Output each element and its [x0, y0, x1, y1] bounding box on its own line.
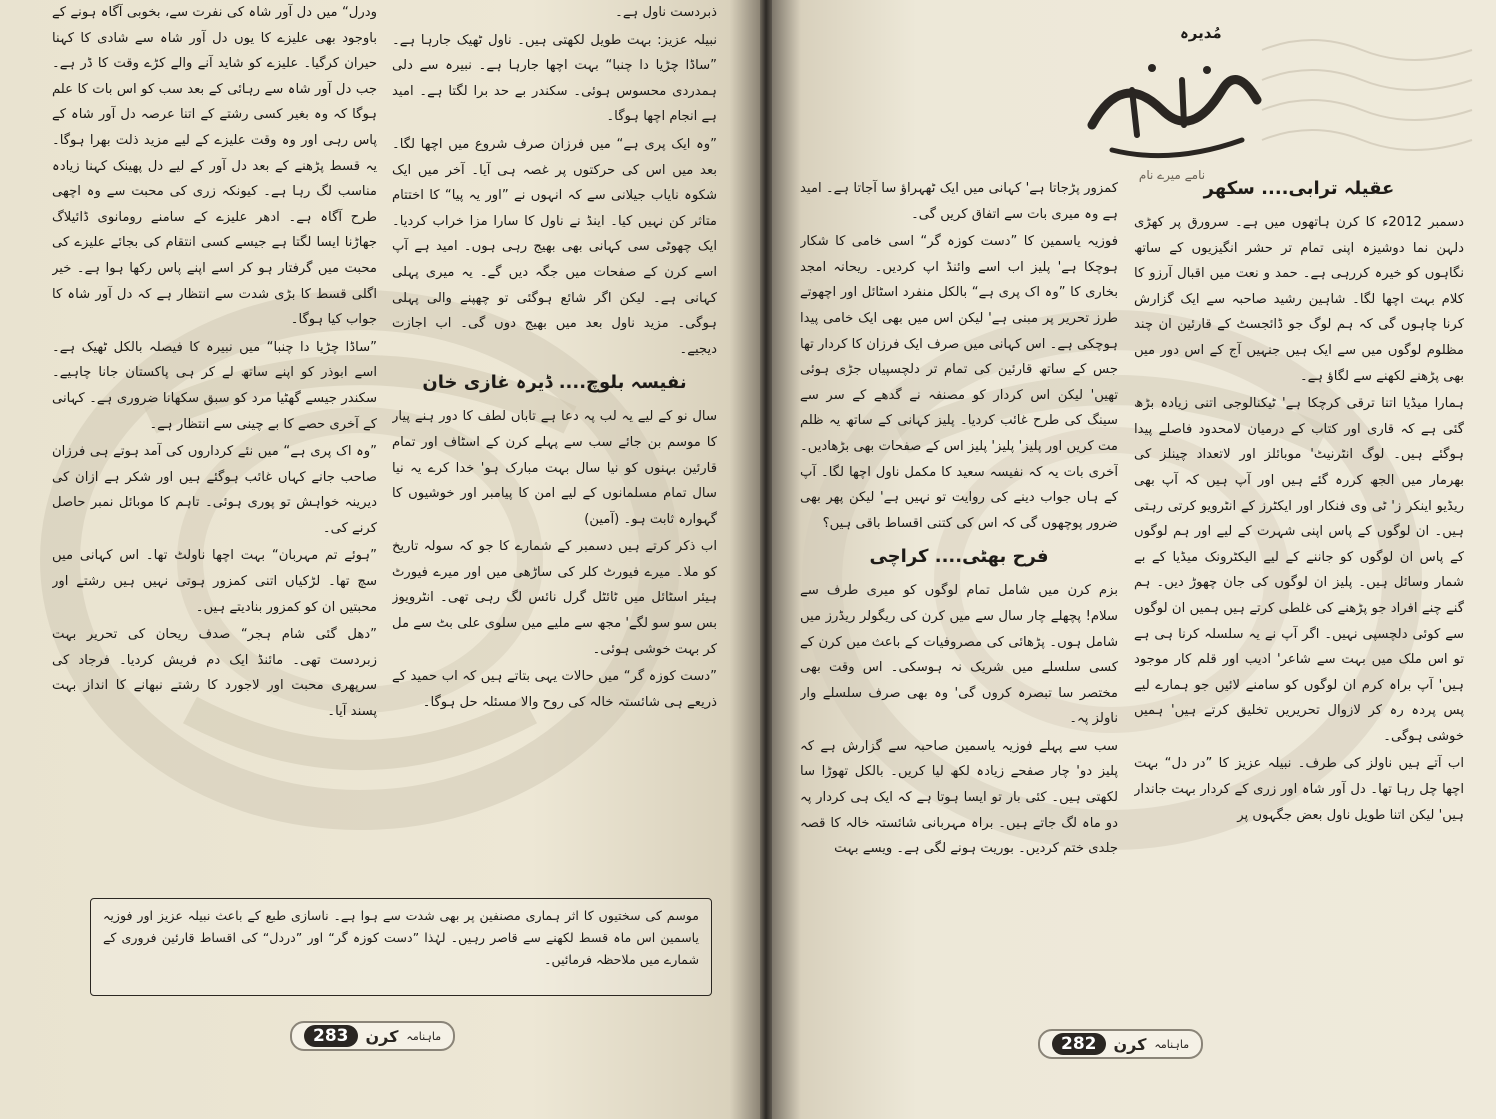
page-footer: [1038, 1030, 1203, 1058]
paragraph: ”وہ ایک پری ہے“ میں فرزان صرف شروع میں اچھا لگا۔ بعد میں اس کی حرکتوں پر غصہ ہی آیا۔ آخر میں ایک شکوہ نایاب جیلانی سے کہ انہوں نے ”اور یہ پیا“ کا اختتام متاثر کن نہیں کیا۔ اینڈ نے ناول کا سارا مزا خراب کردیا۔ ایک چھوٹی سی کہانی بھی بھیج رہی ہوں۔ امید ہے آپ اسے کرن کے صفحات میں جگہ دیں گے۔ یہ میری پہلی کہانی ہے۔ لیکن اگر شائع ہوگئی تو چھپنے والی پہلی ہوگی۔ مزید ناول بعد میں بھیج دوں گی۔ اب اجازت دیجیے۔: [392, 136, 717, 357]
editor-notice-box: موسم کی سختیوں کا اثر ہماری مصنفین پر بھی شدت سے ہوا ہے۔ ناسازی طبع کے باعث نبیلہ عزیز اور فوزیہ یاسمین اس ماہ قسط لکھنے سے قاصر رہیں۔ لہٰذا ”دست کوزہ گر“ اور ”دردل“ کی اقساط قارئین فروری کے شمارے میں ملاحظہ فرمائیں۔: [90, 898, 712, 996]
paragraph: کمزور پڑجاتا ہے' کہانی میں ایک ٹھہراؤ سا آجاتا ہے۔ امید ہے وہ میری بات سے اتفاق کریں گی۔: [800, 181, 1118, 222]
paragraph: ”ہوئے تم مہربان“ بہت اچھا ناولٹ تھا۔ اس کہانی میں سچ تھا۔ لڑکیاں اتنی کمزور ہوتی نہیں ہیں رشتے اور محبتیں ان کو کمزور بنادیتے ہیں۔: [52, 548, 377, 615]
letter-heading: عقیلہ ترابی.... سکھر: [1203, 178, 1395, 199]
paragraph: ”دھل گئی شام ہجر“ صدف ریحان کی تحریر بہت زبردست تھی۔ مائنڈ ایک دم فریش کردیا۔ فرجاد کی سرپھری محبت اور لاجورد کا رشتے نبھانے کا انداز بہت پسند آیا۔: [52, 627, 377, 720]
paragraph: ”ساڈا چڑیا دا چنبا“ میں نبیرہ کا فیصلہ بالکل ٹھیک ہے۔ اسے ابوذر کو اپنے ساتھ لے کر ہی پاکستان جانا چاہیے۔ سکندر جیسے گھٹیا مرد کو سبق سکھانا ضروری ہے۔ کہانی کے آخری حصے کا بے چینی سے انتظار ہے۔: [52, 339, 377, 432]
letter-heading: نفیسہ بلوچ.... ڈیرہ غازی خان: [422, 372, 687, 394]
book-spine: [760, 0, 772, 1119]
paragraph: ذبردست ناول ہے۔: [615, 5, 717, 20]
paragraph: ودرل“ میں دل آور شاہ کی نفرت سے، بخوبی آگاہ ہونے کے باوجود بھی علیزے کا یوں دل آور شاہ سے شادی کا کہنا حیران کرگیا۔ علیزے کو شاید آنے والے کڑے وقت کا ڈر ہے۔ جب دل آور شاہ سے رہائی کے بعد سب کو اس بات کا علم ہوگا کہ وہ بغیر کسی رشتے کے اتنا عرصہ دل آور شاہ کے پاس رہی اور وہ وقت علیزے کے لیے مزید ذلت بھرا ہوگا۔ یہ قسط پڑھنے کے بعد دل آور کے لیے دل پھینک کہنا زیادہ مناسب لگ رہا ہے۔ کیونکہ زری کی محبت سے وہ اچھی طرح آگاہ ہے۔ ادھر علیزے کے سامنے رومانوی ڈائیلاگ جھاڑنا ایسا لگتا ہے جیسے کسی انتقام کی بجائے علیزے کی محبت میں گرفتار ہو کر اسے اپنے پاس رکھا ہوا ہے۔ خیر اگلی قسط کا بڑی شدت سے انتظار ہے کہ دل آور شاہ کا جواب کیا ہوگا۔: [52, 5, 377, 328]
column-title: نامے میرے نام: [1138, 168, 1206, 182]
right-page-column-right: [1134, 168, 1464, 1103]
paragraph: اب ذکر کرتے ہیں دسمبر کے شمارے کا جو کہ سولہ تاریخ کو ملا۔ میرے فیورٹ کلر کی ساڑھی میں اور میرے فیورٹ ہیئر اسٹائل میں ٹائٹل گرل نائس لگ رہی تھی۔ انٹرویوز بس سو سو لگے' مجھ سے ملیے میں سلوی علی بٹ سے مل کر بہت خوشی ہوئی۔: [392, 539, 717, 657]
magazine-brand: کرن: [1113, 1034, 1147, 1054]
column-logo: [1072, 24, 1272, 182]
magazine-brand: کرن: [365, 1026, 399, 1046]
magazine-badge: [290, 1021, 455, 1051]
page-number: 283: [304, 1025, 358, 1047]
paragraph: بزم کرن میں شامل تمام لوگوں کو میری طرف سے سلام! پچھلے چار سال سے میں کرن کی ریگولر ریڈرز میں شامل ہوں۔ پڑھائی کی مصروفیات کے باعث میں کرن کے کسی سلسلے میں شریک نہ ہوسکی۔ اس وقت بھی مختصر سا تبصرہ کروں گی' وہ بھی صرف سلسلے وار ناولز پہ۔: [800, 583, 1118, 727]
magazine-label: ماہنامہ: [406, 1029, 442, 1043]
magazine-label: ماہنامہ: [1154, 1037, 1190, 1051]
right-page-column-left: [800, 176, 1118, 1031]
paragraph: سب سے پہلے فوزیہ یاسمین صاحبہ سے گزارش ہے کہ پلیز دو' چار صفحے زیادہ لکھ لیا کریں۔ بالکل تھوڑا سا لکھتی ہیں۔ کئی بار تو ایسا ہوتا ہے کہ ایک ہی کردار پہ دو ماہ لگ جاتے ہیں۔ براہ مہربانی شائستہ خالہ کا قصہ جلدی ختم کردیں۔ بوریت ہونے لگی ہے۔ ویسے بہت: [800, 738, 1118, 857]
page-282: [772, 0, 1496, 1119]
paragraph: دسمبر 2012ء کا کرن ہاتھوں میں ہے۔ سرورق پر کھڑی دلہن نما دوشیزہ اپنی تمام تر حشر انگیزیوں کے ساتھ نگاہوں کو خیرہ کررہی ہے۔ حمد و نعت میں اقبال آرزو کا کلام بہت اچھا لگا۔ شاہین رشید صاحبہ سے ایک گزارش کرنا چاہوں گی کہ ہم لوگ جو ڈائجسٹ کے قارئین ان چند مظلوم لوگوں میں سے ایک ہیں جنہیں آج کے اس دور میں بھی پڑھنے لکھنے سے لگاؤ ہے۔: [1134, 215, 1464, 384]
paragraph: فوزیہ یاسمین کا ”دست کوزہ گر“ اسی خامی کا شکار ہوچکا ہے' پلیز اب اسے وائنڈ اپ کردیں۔ ریحانہ امجد بخاری کا ”وہ اک پری ہے“ بالکل منفرد اسٹائل اور اچھوتے طرز تحریر پر مبنی ہے' لیکن اس میں بھی ایک خامی پیدا ہوچکی ہے۔ اس کہانی میں صرف ایک فرزان کا کردار تھا جس کے ساتھ قارئین کی تمام تر دلچسپیاں جڑی ہوئی تھیں' لیکن اس کردار کو مصنفہ نے گدھے کے سر سے سینگ کی طرح غائب کردیا۔ پلیز کہانی کے ساتھ یہ ظلم مت کریں اور پلیز' پلیز' پلیز اس کے صفحات بھی بڑھادیں۔ آخری بات یہ کہ نفیسہ سعید کا مکمل ناول اچھا لگا۔ آپ کے ہاں جواب دینے کی روایت تو نہیں ہے' لیکن پھر بھی ضرور پوچھوں گی کہ اس کی کتنی اقساط باقی ہیں؟: [800, 234, 1118, 531]
left-page-column-right: [392, 0, 717, 890]
paragraph: سال نو کے لیے یہ لب پہ دعا ہے تاباں لطف کا دور ہنے پیار کا موسم بن جائے سب سے پہلے کرن کے اسٹاف اور تمام قارئین بہنوں کو نیا سال بہت مبارک ہو' خدا کرے یہ نیا سال تمام مسلمانوں کے لیے امن کا پیامبر اور خوشیوں کا گہوارہ ثابت ہو۔ (آمین): [392, 409, 717, 527]
left-page-column-left: [52, 0, 377, 890]
magazine-badge: [1038, 1029, 1203, 1059]
page-footer: [290, 1022, 455, 1050]
paragraph: ”وہ اک پری ہے“ میں نئے کرداروں کی آمد ہوتے ہی فرزان صاحب جانے کہاں غائب ہوگئے ہیں اور شکر ہے ازان کی دیرینہ خواہش تو پوری ہوئی۔ تاہم کا موبائل نمبر حاصل کرنے کی۔: [52, 444, 377, 536]
paragraph: ”دست کوزہ گر“ میں حالات یہی بتاتے ہیں کہ اب حمید کے ذریعے ہی شائستہ خالہ کی روح والا مسئلہ حل ہوگا۔: [392, 669, 717, 710]
letter-heading: فرح بھٹی.... کراچی: [869, 546, 1049, 568]
decorative-background: [1252, 20, 1482, 170]
paragraph: اب آتے ہیں ناولز کی طرف۔ نبیلہ عزیز کا ”در دل“ بہت اچھا چل رہا تھا۔ دل آور شاہ اور زری کے کردار بہت جاندار ہیں' لیکن اتنا طویل ناول بعض جگہوں پر: [1134, 756, 1464, 823]
paragraph: نبیلہ عزیز: بہت طویل لکھتی ہیں۔ ناول ٹھیک جارہا ہے۔ ”ساڈا چڑیا دا چنبا“ بہت اچھا جارہا ہے۔ نبیرہ سے دلی ہمدردی محسوس ہوئی۔ سکندر بے حد برا لگتا ہے۔ امید ہے انجام اچھا ہوگا۔: [392, 32, 717, 125]
page-number: 282: [1052, 1033, 1106, 1055]
calligraphy-logo-graphic: [1072, 30, 1272, 165]
paragraph: ہمارا میڈیا اتنا ترقی کرچکا ہے' ٹیکنالوجی اتنی زیادہ بڑھ گئی ہے کہ قاری اور کتاب کے درمیان لامحدود فاصلے پیدا ہوگئے ہیں۔ لوگ انٹرنیٹ' موبائلز اور لاتعداد چینلز کی بھرمار میں الجھ کررہ گئے ہیں اور آپ ہیں کہ آپ بھی ریڈیو اینکر ز' ٹی وی فنکار اور ایکٹرز کے انٹرویو کرتی رہتی ہیں۔ ان لوگوں کے پاس اپنی شہرت کے لیے اور ہم لوگوں کے پاس ان لوگوں کو جاننے کے لیے الیکٹرونک میڈیا کے بے شمار وسائل ہیں۔ پلیز ان لوگوں کی جان چھوڑ دیں۔ ہم گنے چنے افراد جو پڑھنے کی غلطی کرتے ہیں ہمیں ان لوگوں سے کوئی دلچسپی نہیں۔ اگر آپ نے یہ سلسلہ کرنا ہی ہے تو اس ملک میں بہت سے شاعر' ادیب اور قلم کار موجود ہیں' آپ براہ کرم ان لوگوں کو سامنے لائیں جو ہمارے لیے پس پردہ رہ کر لازوال تحریریں تخلیق کرتے ہیں' ہمیں خوشی ہوگی۔: [1134, 396, 1464, 744]
column-logo-subtitle: مُدیرہ: [1180, 24, 1222, 42]
